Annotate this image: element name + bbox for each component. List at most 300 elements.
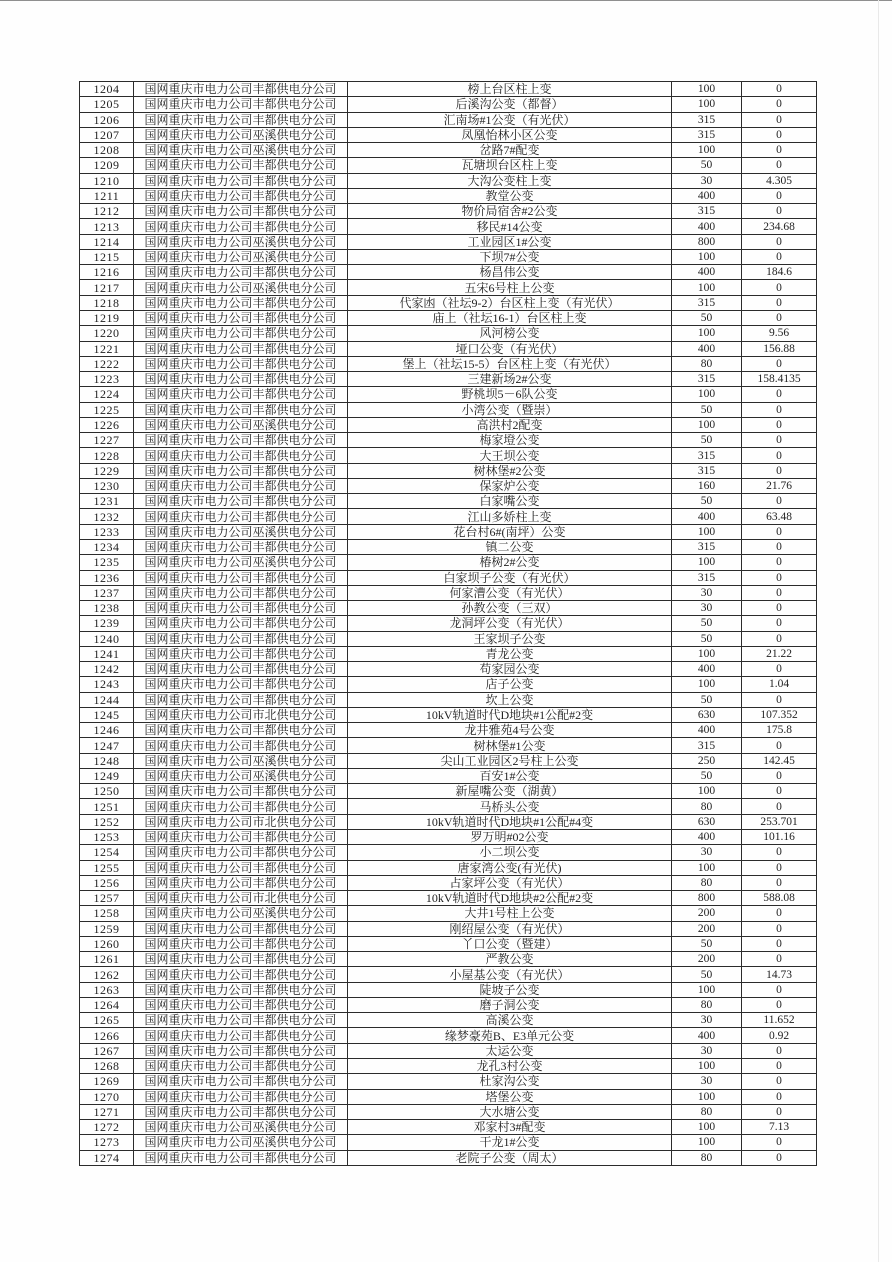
- value-cell: 0: [742, 82, 817, 97]
- value-cell: 0: [742, 539, 817, 554]
- company-cell: 国网重庆市电力公司丰都供电分公司: [134, 646, 348, 661]
- station-name-cell: 镇二公变: [348, 539, 672, 554]
- station-name-cell: 花台村6#(南坪）公变: [348, 524, 672, 539]
- company-cell: 国网重庆市电力公司丰都供电分公司: [134, 310, 348, 325]
- row-id-cell: 1242: [80, 662, 134, 677]
- value-cell: 158.4135: [742, 372, 817, 387]
- row-id-cell: 1218: [80, 295, 134, 310]
- capacity-cell: 80: [672, 356, 742, 371]
- row-id-cell: 1233: [80, 524, 134, 539]
- station-name-cell: 龙洞坪公变（有光伏）: [348, 616, 672, 631]
- table-row: [80, 234, 817, 249]
- table-row: [80, 967, 817, 982]
- capacity-cell: 400: [672, 265, 742, 280]
- value-cell: 184.6: [742, 265, 817, 280]
- table-row: [80, 372, 817, 387]
- table-row: [80, 799, 817, 814]
- station-name-cell: 龙孔3村公变: [348, 1059, 672, 1074]
- table-row: [80, 585, 817, 600]
- company-cell: 国网重庆市电力公司丰都供电分公司: [134, 875, 348, 890]
- capacity-cell: 50: [672, 936, 742, 951]
- capacity-cell: 200: [672, 921, 742, 936]
- row-id-cell: 1216: [80, 265, 134, 280]
- value-cell: 4.305: [742, 173, 817, 188]
- capacity-cell: 100: [672, 1089, 742, 1104]
- row-id-cell: 1250: [80, 784, 134, 799]
- capacity-cell: 100: [672, 82, 742, 97]
- value-cell: 0: [742, 310, 817, 325]
- table-row: [80, 845, 817, 860]
- station-name-cell: 高洪村2配变: [348, 417, 672, 432]
- capacity-cell: 315: [672, 295, 742, 310]
- row-id-cell: 1225: [80, 402, 134, 417]
- value-cell: 0: [742, 738, 817, 753]
- company-cell: 国网重庆市电力公司巫溪供电分公司: [134, 555, 348, 570]
- capacity-cell: 100: [672, 1059, 742, 1074]
- capacity-cell: 100: [672, 1120, 742, 1135]
- row-id-cell: 1271: [80, 1104, 134, 1119]
- value-cell: 0: [742, 982, 817, 997]
- table-row: [80, 1013, 817, 1028]
- value-cell: 0: [742, 494, 817, 509]
- company-cell: 国网重庆市电力公司丰都供电分公司: [134, 982, 348, 997]
- company-cell: 国网重庆市电力公司丰都供电分公司: [134, 631, 348, 646]
- row-id-cell: 1221: [80, 341, 134, 356]
- company-cell: 国网重庆市电力公司丰都供电分公司: [134, 494, 348, 509]
- company-cell: 国网重庆市电力公司丰都供电分公司: [134, 448, 348, 463]
- company-cell: 国网重庆市电力公司丰都供电分公司: [134, 1059, 348, 1074]
- station-name-cell: 10kV轨道时代D地块#1公配#2变: [348, 707, 672, 722]
- row-id-cell: 1232: [80, 509, 134, 524]
- capacity-cell: 30: [672, 585, 742, 600]
- capacity-cell: 80: [672, 1150, 742, 1165]
- capacity-cell: 100: [672, 280, 742, 295]
- company-cell: 国网重庆市电力公司巫溪供电分公司: [134, 249, 348, 264]
- capacity-cell: 50: [672, 616, 742, 631]
- company-cell: 国网重庆市电力公司巫溪供电分公司: [134, 1120, 348, 1135]
- value-cell: 0: [742, 845, 817, 860]
- capacity-cell: 630: [672, 707, 742, 722]
- capacity-cell: 400: [672, 509, 742, 524]
- value-cell: 0: [742, 1150, 817, 1165]
- table-row: [80, 1028, 817, 1043]
- company-cell: 国网重庆市电力公司巫溪供电分公司: [134, 234, 348, 249]
- company-cell: 国网重庆市电力公司丰都供电分公司: [134, 112, 348, 127]
- capacity-cell: 50: [672, 692, 742, 707]
- station-name-cell: 垭口公变（有光伏）: [348, 341, 672, 356]
- table-row: [80, 814, 817, 829]
- row-id-cell: 1243: [80, 677, 134, 692]
- value-cell: 0: [742, 295, 817, 310]
- station-name-cell: 三建新场2#公变: [348, 372, 672, 387]
- table-row: [80, 692, 817, 707]
- company-cell: 国网重庆市电力公司市北供电分公司: [134, 814, 348, 829]
- company-cell: 国网重庆市电力公司丰都供电分公司: [134, 1150, 348, 1165]
- row-id-cell: 1249: [80, 768, 134, 783]
- company-cell: 国网重庆市电力公司巫溪供电分公司: [134, 417, 348, 432]
- station-name-cell: 后溪沟公变（都督）: [348, 97, 672, 112]
- table-row: [80, 1059, 817, 1074]
- capacity-cell: 400: [672, 219, 742, 234]
- capacity-cell: 50: [672, 967, 742, 982]
- company-cell: 国网重庆市电力公司巫溪供电分公司: [134, 127, 348, 142]
- row-id-cell: 1228: [80, 448, 134, 463]
- value-cell: 0: [742, 768, 817, 783]
- station-name-cell: 缘梦豪苑B、E3单元公变: [348, 1028, 672, 1043]
- company-cell: 国网重庆市电力公司丰都供电分公司: [134, 585, 348, 600]
- capacity-cell: 100: [672, 249, 742, 264]
- row-id-cell: 1222: [80, 356, 134, 371]
- table-row: [80, 1074, 817, 1089]
- station-name-cell: 小二坝公变: [348, 845, 672, 860]
- row-id-cell: 1247: [80, 738, 134, 753]
- capacity-cell: 800: [672, 234, 742, 249]
- capacity-cell: 50: [672, 310, 742, 325]
- station-name-cell: 马桥头公变: [348, 799, 672, 814]
- company-cell: 国网重庆市电力公司丰都供电分公司: [134, 204, 348, 219]
- station-name-cell: 代家凼（社坛9-2）台区柱上变（有光伏）: [348, 295, 672, 310]
- company-cell: 国网重庆市电力公司市北供电分公司: [134, 891, 348, 906]
- value-cell: 0: [742, 463, 817, 478]
- capacity-cell: 80: [672, 799, 742, 814]
- value-cell: 0: [742, 952, 817, 967]
- row-id-cell: 1262: [80, 967, 134, 982]
- row-id-cell: 1244: [80, 692, 134, 707]
- company-cell: 国网重庆市电力公司巫溪供电分公司: [134, 768, 348, 783]
- capacity-cell: 315: [672, 570, 742, 585]
- row-id-cell: 1266: [80, 1028, 134, 1043]
- value-cell: 0: [742, 906, 817, 921]
- row-id-cell: 1219: [80, 310, 134, 325]
- table-row: [80, 646, 817, 661]
- capacity-cell: 160: [672, 478, 742, 493]
- capacity-cell: 315: [672, 539, 742, 554]
- value-cell: 0: [742, 280, 817, 295]
- station-name-cell: 陡坡子公变: [348, 982, 672, 997]
- capacity-cell: 30: [672, 845, 742, 860]
- table-row: [80, 356, 817, 371]
- table-row: [80, 1089, 817, 1104]
- row-id-cell: 1269: [80, 1074, 134, 1089]
- station-name-cell: 太运公变: [348, 1043, 672, 1058]
- company-cell: 国网重庆市电力公司丰都供电分公司: [134, 738, 348, 753]
- value-cell: 0: [742, 143, 817, 158]
- capacity-cell: 100: [672, 1135, 742, 1150]
- value-cell: 0: [742, 158, 817, 173]
- table-row: [80, 601, 817, 616]
- table-row: [80, 478, 817, 493]
- value-cell: 0.92: [742, 1028, 817, 1043]
- company-cell: 国网重庆市电力公司丰都供电分公司: [134, 692, 348, 707]
- capacity-cell: 100: [672, 97, 742, 112]
- table-row: [80, 433, 817, 448]
- value-cell: 14.73: [742, 967, 817, 982]
- row-id-cell: 1252: [80, 814, 134, 829]
- company-cell: 国网重庆市电力公司丰都供电分公司: [134, 97, 348, 112]
- company-cell: 国网重庆市电力公司丰都供电分公司: [134, 372, 348, 387]
- capacity-cell: 30: [672, 601, 742, 616]
- table-row: [80, 707, 817, 722]
- capacity-cell: 50: [672, 402, 742, 417]
- company-cell: 国网重庆市电力公司市北供电分公司: [134, 707, 348, 722]
- company-cell: 国网重庆市电力公司丰都供电分公司: [134, 509, 348, 524]
- value-cell: 0: [742, 387, 817, 402]
- company-cell: 国网重庆市电力公司丰都供电分公司: [134, 799, 348, 814]
- value-cell: 142.45: [742, 753, 817, 768]
- station-name-cell: 保家炉公变: [348, 478, 672, 493]
- table-row: [80, 677, 817, 692]
- value-cell: 0: [742, 570, 817, 585]
- value-cell: 0: [742, 127, 817, 142]
- value-cell: 0: [742, 249, 817, 264]
- value-cell: 0: [742, 875, 817, 890]
- station-name-cell: 风河榜公变: [348, 326, 672, 341]
- table-row: [80, 158, 817, 173]
- station-name-cell: 罗万明#02公变: [348, 830, 672, 845]
- table-row: [80, 127, 817, 142]
- capacity-cell: 315: [672, 738, 742, 753]
- station-name-cell: 新屋嘴公变（湖黄）: [348, 784, 672, 799]
- company-cell: 国网重庆市电力公司丰都供电分公司: [134, 478, 348, 493]
- row-id-cell: 1223: [80, 372, 134, 387]
- transformer-table: [79, 81, 817, 1166]
- table-row: [80, 997, 817, 1012]
- capacity-cell: 100: [672, 646, 742, 661]
- table-row: [80, 753, 817, 768]
- row-id-cell: 1264: [80, 997, 134, 1012]
- row-id-cell: 1274: [80, 1150, 134, 1165]
- row-id-cell: 1236: [80, 570, 134, 585]
- table-row: [80, 188, 817, 203]
- table-row: [80, 463, 817, 478]
- station-name-cell: 老院子公变（周太）: [348, 1150, 672, 1165]
- table-row: [80, 952, 817, 967]
- company-cell: 国网重庆市电力公司丰都供电分公司: [134, 387, 348, 402]
- row-id-cell: 1227: [80, 433, 134, 448]
- row-id-cell: 1251: [80, 799, 134, 814]
- capacity-cell: 30: [672, 173, 742, 188]
- row-id-cell: 1240: [80, 631, 134, 646]
- capacity-cell: 50: [672, 494, 742, 509]
- capacity-cell: 100: [672, 417, 742, 432]
- row-id-cell: 1248: [80, 753, 134, 768]
- table-row: [80, 723, 817, 738]
- station-name-cell: 塔堡公变: [348, 1089, 672, 1104]
- value-cell: 253.701: [742, 814, 817, 829]
- company-cell: 国网重庆市电力公司丰都供电分公司: [134, 82, 348, 97]
- capacity-cell: 400: [672, 830, 742, 845]
- company-cell: 国网重庆市电力公司丰都供电分公司: [134, 723, 348, 738]
- station-name-cell: 小湾公变（暨崇）: [348, 402, 672, 417]
- row-id-cell: 1268: [80, 1059, 134, 1074]
- table-row: [80, 524, 817, 539]
- table-row: [80, 97, 817, 112]
- value-cell: 0: [742, 402, 817, 417]
- capacity-cell: 200: [672, 952, 742, 967]
- value-cell: 156.88: [742, 341, 817, 356]
- row-id-cell: 1261: [80, 952, 134, 967]
- table-row: [80, 448, 817, 463]
- station-name-cell: 王家坝子公变: [348, 631, 672, 646]
- company-cell: 国网重庆市电力公司丰都供电分公司: [134, 570, 348, 585]
- value-cell: 0: [742, 662, 817, 677]
- capacity-cell: 30: [672, 1013, 742, 1028]
- company-cell: 国网重庆市电力公司丰都供电分公司: [134, 952, 348, 967]
- table-row: [80, 555, 817, 570]
- row-id-cell: 1237: [80, 585, 134, 600]
- page-top-edge-line: [0, 0, 892, 1]
- station-name-cell: 堡上（社坛15-5）台区柱上变（有光伏）: [348, 356, 672, 371]
- company-cell: 国网重庆市电力公司丰都供电分公司: [134, 173, 348, 188]
- row-id-cell: 1206: [80, 112, 134, 127]
- capacity-cell: 400: [672, 188, 742, 203]
- value-cell: 107.352: [742, 707, 817, 722]
- station-name-cell: 唐家湾公变(有光伏): [348, 860, 672, 875]
- table-row: [80, 1150, 817, 1165]
- company-cell: 国网重庆市电力公司丰都供电分公司: [134, 158, 348, 173]
- company-cell: 国网重庆市电力公司丰都供电分公司: [134, 936, 348, 951]
- table-row: [80, 631, 817, 646]
- capacity-cell: 100: [672, 555, 742, 570]
- table-row: [80, 768, 817, 783]
- value-cell: 588.08: [742, 891, 817, 906]
- row-id-cell: 1258: [80, 906, 134, 921]
- table-row: [80, 341, 817, 356]
- capacity-cell: 100: [672, 982, 742, 997]
- capacity-cell: 100: [672, 143, 742, 158]
- table-row: [80, 784, 817, 799]
- value-cell: 101.16: [742, 830, 817, 845]
- station-name-cell: 何家漕公变（有光伏）: [348, 585, 672, 600]
- capacity-cell: 80: [672, 1104, 742, 1119]
- value-cell: 0: [742, 555, 817, 570]
- company-cell: 国网重庆市电力公司丰都供电分公司: [134, 830, 348, 845]
- station-name-cell: 尖山工业园区2号柱上公变: [348, 753, 672, 768]
- station-name-cell: 青龙公变: [348, 646, 672, 661]
- company-cell: 国网重庆市电力公司巫溪供电分公司: [134, 280, 348, 295]
- value-cell: 0: [742, 616, 817, 631]
- table-row: [80, 265, 817, 280]
- station-name-cell: 椿树2#公变: [348, 555, 672, 570]
- station-name-cell: 大沟公变柱上变: [348, 173, 672, 188]
- table-row: [80, 738, 817, 753]
- row-id-cell: 1214: [80, 234, 134, 249]
- row-id-cell: 1217: [80, 280, 134, 295]
- value-cell: 63.48: [742, 509, 817, 524]
- row-id-cell: 1208: [80, 143, 134, 158]
- row-id-cell: 1254: [80, 845, 134, 860]
- capacity-cell: 315: [672, 448, 742, 463]
- station-name-cell: 野桃坝5－6队公变: [348, 387, 672, 402]
- company-cell: 国网重庆市电力公司丰都供电分公司: [134, 997, 348, 1012]
- station-name-cell: 汇南场#1公变（有光伏）: [348, 112, 672, 127]
- row-id-cell: 1226: [80, 417, 134, 432]
- row-id-cell: 1224: [80, 387, 134, 402]
- capacity-cell: 315: [672, 127, 742, 142]
- row-id-cell: 1246: [80, 723, 134, 738]
- station-name-cell: 杨昌伟公变: [348, 265, 672, 280]
- table-row: [80, 387, 817, 402]
- table-row: [80, 982, 817, 997]
- company-cell: 国网重庆市电力公司丰都供电分公司: [134, 662, 348, 677]
- station-name-cell: 五宋6号柱上公变: [348, 280, 672, 295]
- row-id-cell: 1256: [80, 875, 134, 890]
- row-id-cell: 1239: [80, 616, 134, 631]
- table-row: [80, 830, 817, 845]
- capacity-cell: 250: [672, 753, 742, 768]
- row-id-cell: 1265: [80, 1013, 134, 1028]
- company-cell: 国网重庆市电力公司丰都供电分公司: [134, 341, 348, 356]
- station-name-cell: 苟家园公变: [348, 662, 672, 677]
- table-body: [80, 82, 817, 1166]
- station-name-cell: 树林堡#2公变: [348, 463, 672, 478]
- value-cell: 21.22: [742, 646, 817, 661]
- table-row: [80, 173, 817, 188]
- table-row: [80, 570, 817, 585]
- station-name-cell: 大水塘公变: [348, 1104, 672, 1119]
- value-cell: 0: [742, 784, 817, 799]
- table-row: [80, 417, 817, 432]
- station-name-cell: 教堂公变: [348, 188, 672, 203]
- value-cell: 0: [742, 860, 817, 875]
- capacity-cell: 50: [672, 433, 742, 448]
- table-row: [80, 1043, 817, 1058]
- capacity-cell: 100: [672, 524, 742, 539]
- company-cell: 国网重庆市电力公司丰都供电分公司: [134, 1013, 348, 1028]
- value-cell: 0: [742, 1104, 817, 1119]
- value-cell: 175.8: [742, 723, 817, 738]
- value-cell: 0: [742, 692, 817, 707]
- row-id-cell: 1273: [80, 1135, 134, 1150]
- capacity-cell: 800: [672, 891, 742, 906]
- row-id-cell: 1260: [80, 936, 134, 951]
- page-right-edge-line: [878, 0, 879, 1262]
- capacity-cell: 100: [672, 784, 742, 799]
- station-name-cell: 物价局宿舍#2公变: [348, 204, 672, 219]
- company-cell: 国网重庆市电力公司丰都供电分公司: [134, 433, 348, 448]
- row-id-cell: 1210: [80, 173, 134, 188]
- value-cell: 0: [742, 112, 817, 127]
- row-id-cell: 1204: [80, 82, 134, 97]
- value-cell: 1.04: [742, 677, 817, 692]
- table-row: [80, 1120, 817, 1135]
- table-row: [80, 921, 817, 936]
- value-cell: 0: [742, 97, 817, 112]
- row-id-cell: 1272: [80, 1120, 134, 1135]
- station-name-cell: 下坝7#公变: [348, 249, 672, 264]
- company-cell: 国网重庆市电力公司巫溪供电分公司: [134, 753, 348, 768]
- capacity-cell: 30: [672, 1074, 742, 1089]
- station-name-cell: 移民#14公变: [348, 219, 672, 234]
- company-cell: 国网重庆市电力公司丰都供电分公司: [134, 616, 348, 631]
- value-cell: 0: [742, 601, 817, 616]
- value-cell: 0: [742, 188, 817, 203]
- table-row: [80, 143, 817, 158]
- table-row: [80, 326, 817, 341]
- value-cell: 9.56: [742, 326, 817, 341]
- row-id-cell: 1220: [80, 326, 134, 341]
- table-row: [80, 875, 817, 890]
- value-cell: 0: [742, 234, 817, 249]
- row-id-cell: 1209: [80, 158, 134, 173]
- company-cell: 国网重庆市电力公司丰都供电分公司: [134, 463, 348, 478]
- row-id-cell: 1211: [80, 188, 134, 203]
- capacity-cell: 630: [672, 814, 742, 829]
- company-cell: 国网重庆市电力公司丰都供电分公司: [134, 326, 348, 341]
- company-cell: 国网重庆市电力公司丰都供电分公司: [134, 295, 348, 310]
- company-cell: 国网重庆市电力公司丰都供电分公司: [134, 921, 348, 936]
- station-name-cell: 高溪公变: [348, 1013, 672, 1028]
